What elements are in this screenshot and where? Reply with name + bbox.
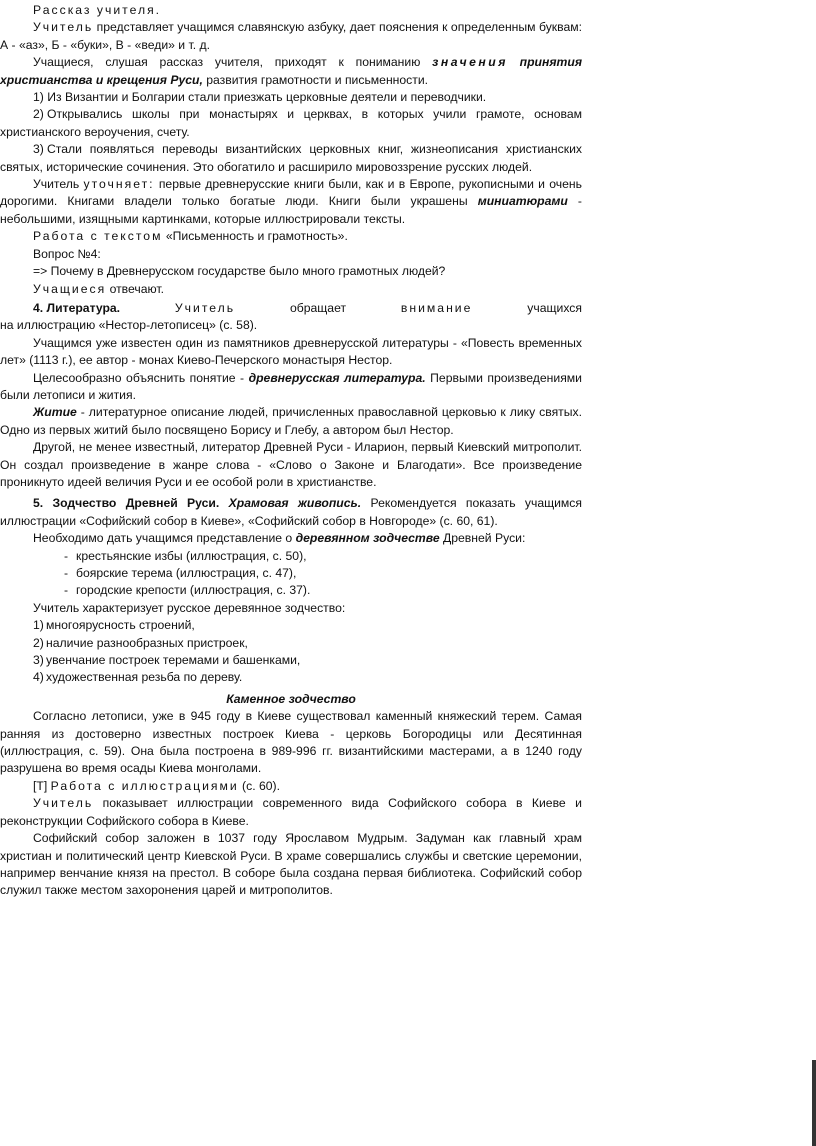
section-title: 5. Зодчество Древней Руси. — [33, 496, 220, 511]
paragraph-alphabet — [0, 19, 582, 54]
dash-marker: - — [64, 583, 69, 598]
item-text: Открывались школы при монастырях и церквах, в которых учили грамоте, основам христианского вероучения, счету. — [0, 107, 582, 139]
item-text: Из Византии и Болгарии стали приезжать церковные деятели и переводчики. — [47, 90, 487, 105]
paragraph-text: - литературное описание людей, причисленных православной церковью к лику святых. Одно из первых житий было посвящено Борису и Глебу, а автором был Нестор. — [0, 405, 582, 437]
item-number: 2) — [33, 107, 44, 122]
spaced-word: внимание — [400, 300, 473, 315]
paragraph-text: Необходимо дать учащимся представление о — [33, 531, 296, 546]
paragraph-text: отвечают. — [106, 281, 164, 296]
paragraph-text: первые древнерусские книги были, как и в Европе, рукописными и очень дорогими. Книгами владели только богатые люди. Книги были украшены — [0, 177, 582, 209]
list-item — [0, 652, 582, 669]
paragraph-understanding — [0, 54, 582, 89]
paragraph-first-books — [0, 176, 582, 228]
list-item — [0, 635, 582, 652]
list-item — [0, 582, 582, 599]
section-literature-heading — [0, 300, 582, 317]
paragraph-teacher-story — [0, 2, 582, 19]
list-item-text: многоярусность строений, — [46, 618, 195, 633]
spaced-word: Работа с текстом — [33, 229, 163, 244]
emphasis-bold-italic: деревянном зодчестве — [295, 531, 440, 546]
spaced-word: уточняет: — [83, 177, 155, 192]
section-title: 4. Литература. — [33, 300, 121, 315]
paragraph-text: Первыми произведениями были летописи и жития. — [0, 370, 582, 402]
paragraph-text: «Письменность и грамотность». — [162, 229, 348, 244]
paragraph-question: => Почему в Древнерусском государстве было много грамотных людей? — [33, 264, 446, 279]
paragraph-architecture — [0, 495, 582, 530]
emphasis-bold-italic: принятия христианства и крещения Руси, — [0, 55, 582, 87]
page-edge-mark — [812, 1060, 816, 1146]
paragraph-text: развития грамотности и письменности. — [202, 72, 429, 87]
paragraph-ilarion: Другой, не менее известный, литератор Древней Руси - Иларион, первый Киевский митрополит. Он создал произведение в жанре слова - «Слово о Законе и Благодати». Все произведение проникнуто идеей величия Руси и ее особой роли в христианстве. — [0, 440, 582, 489]
list-item-text: боярские терема (иллюстрация, с. 47), — [76, 566, 297, 580]
emphasis-bold-italic: Житие — [33, 405, 77, 420]
paragraph-text: - небольшими, изящными картинками, которые иллюстрировали тексты. — [0, 194, 582, 226]
item-number: 4) — [33, 670, 44, 685]
paragraph-text: Целесообразно объяснить понятие - — [33, 370, 249, 385]
numbered-paragraph-1 — [0, 89, 582, 106]
paragraph-text: (с. 60). — [238, 778, 280, 793]
paragraph-text-work — [0, 228, 582, 245]
numbered-paragraph-3 — [0, 141, 582, 176]
spaced-word: Учитель — [33, 20, 94, 35]
paragraph-characterizes: Учитель характеризует русское деревянное зодчество: — [33, 600, 346, 615]
paragraph-teacher-shows — [0, 795, 582, 830]
word: учащихся — [527, 300, 582, 315]
item-number: 3) — [33, 142, 44, 157]
paragraph-text: Учащиеся, слушая рассказ учителя, приходят к пониманию — [33, 55, 433, 70]
item-number: 1) — [33, 618, 44, 633]
list-item-text: увенчание построек теремами и башенками, — [46, 653, 301, 668]
item-text: Стали появляться переводы византийских церковных книг, жизнеописания христианских святых, исторические сочинения. Это обогатило и расширило мировоззрение русских людей. — [0, 142, 582, 174]
spaced-word: Учитель — [174, 300, 236, 315]
paragraph-text: Рекомендуется показать учащимся иллюстрации «Софийский собор в Киеве», «Софийский собор в Новгороде» (с. 60, 61). — [0, 496, 583, 528]
paragraph-question-label: Вопрос №4: — [33, 246, 101, 261]
paragraph-text: представляет учащимся славянскую азбуку, дает пояснения к определенным буквам: А - «аз», Б - «буки», В - «веди» и т. д. — [0, 20, 582, 52]
paragraph-students-answer — [0, 281, 582, 298]
list-item-text: городские крепости (иллюстрация, с. 37). — [76, 583, 311, 598]
paragraph-text: Учитель — [33, 177, 84, 192]
paragraph-sophia-cathedral: Софийский собор заложен в 1037 году Ярославом Мудрым. Задуман как главный храм христиан и политический центр Киевской Руси. В храме совершались службы и светские церемонии, например венчание князя на престол. В соборе была создана первая библиотека. Софийский собор служил также местом захоронения царей и митрополитов. — [0, 831, 582, 898]
dash-marker: - — [64, 548, 69, 563]
item-number: 3) — [33, 653, 44, 668]
emphasis-spaced: значения — [432, 55, 508, 70]
document-body — [0, 2, 582, 900]
item-number: 1) — [33, 90, 44, 105]
list-item — [0, 548, 582, 565]
paragraph-wooden-architecture — [0, 530, 582, 547]
paragraph-illustrations-work — [0, 778, 582, 795]
list-item-text: крестьянские избы (иллюстрация, с. 50), — [76, 548, 307, 563]
paragraph-text: показывает иллюстрации современного вида Софийского собора в Киеве и реконструкции Софийского собора в Киеве. — [0, 796, 582, 828]
list-item — [0, 565, 582, 582]
dash-marker: - — [64, 566, 69, 580]
heading-stone-architecture: Каменное зодчество — [226, 691, 356, 706]
spaced-heading: Рассказ учителя. — [33, 3, 162, 17]
word: обращает — [289, 300, 347, 315]
paragraph-zhitie — [0, 404, 582, 439]
paragraph-old-russian-literature — [0, 370, 582, 405]
list-item — [0, 669, 582, 686]
emphasis-bold-italic: древнерусская литература. — [248, 370, 426, 385]
spaced-word: Работа с иллюстрациями — [50, 778, 239, 793]
numbered-paragraph-2 — [0, 106, 582, 141]
paragraph-text: [Т] — [33, 778, 51, 793]
spaced-word: Учитель — [33, 796, 94, 811]
paragraph-chronicle: Согласно летописи, уже в 945 году в Киеве существовал каменный княжеский терем. Самая ранняя из достоверно известных построек Киева - церковь Богородицы или Десятинная (иллюстрация, с. 59). Она была построена в 989-996 гг. византийскими мастерами, а в 1240 году разрушена во время осады Киева монголами. — [0, 709, 582, 776]
emphasis-bold-italic: миниатюрами — [477, 194, 568, 209]
list-item-text: художественная резьба по дереву. — [46, 670, 243, 685]
emphasis-bold-italic: Храмовая живопись. — [219, 496, 362, 511]
list-item-text: наличие разнообразных пристроек, — [46, 635, 248, 650]
list-item — [0, 617, 582, 634]
item-number: 2) — [33, 635, 44, 650]
paragraph-tale-of-years: Учащимся уже известен один из памятников древнерусской литературы - «Повесть временных лет» (1113 г.), ее автор - монах Киево-Печерского монастыря Нестор. — [0, 335, 582, 368]
dash-list — [0, 548, 582, 600]
numbered-list — [0, 617, 582, 687]
literature-line-2: на иллюстрацию «Нестор-летописец» (с. 58). — [0, 318, 258, 333]
spaced-word: Учащиеся — [33, 281, 107, 296]
paragraph-text: Древней Руси: — [439, 531, 526, 546]
